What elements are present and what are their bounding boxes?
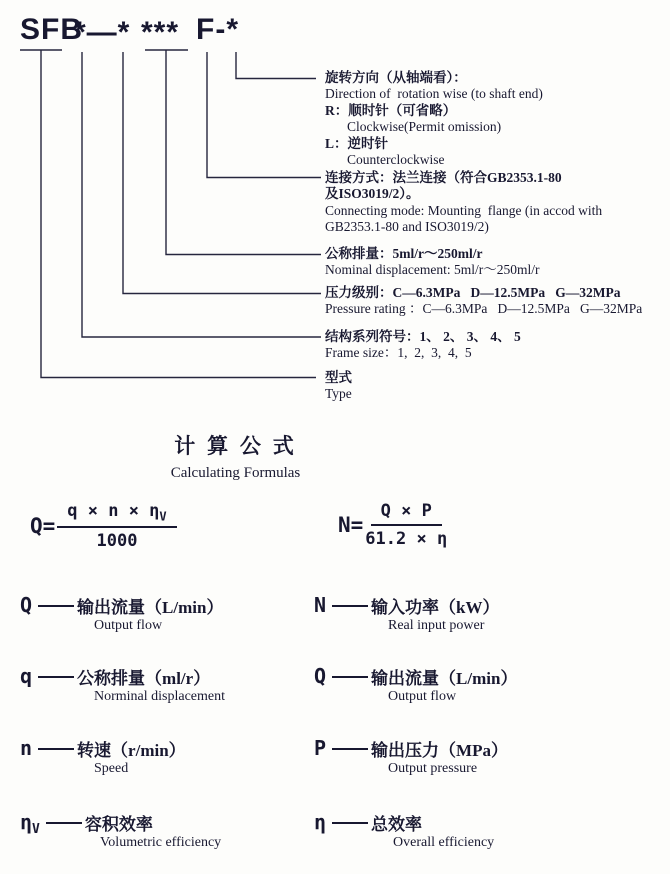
legend-item-overall-efficiency <box>314 810 494 851</box>
legend-item-output-flow-2 <box>314 664 517 705</box>
formula-output-flow <box>30 501 177 551</box>
legend-symbol: q <box>20 664 33 688</box>
legend-symbol: n <box>20 736 33 760</box>
callout-connection <box>325 170 602 236</box>
legend-term-zh: 公称排量（ml/r） <box>77 668 211 688</box>
legend-term-en: Real input power <box>388 618 485 633</box>
legend-term-en: Volumetric efficiency <box>100 835 222 850</box>
frame-zh: 结构系列符号：1、 2、 3、 4、 5 <box>325 329 521 344</box>
formula-n-denominator: 61.2 × η <box>365 529 448 549</box>
legend-dash <box>46 822 82 824</box>
legend-term-zh: 转速（r/min） <box>77 740 186 760</box>
legend-line <box>314 593 500 617</box>
model-code-drive-field: *—* <box>74 16 131 49</box>
leader-line-pressure <box>123 52 321 294</box>
leader-line-displacement <box>166 50 321 255</box>
legend-term-zh: 总效率 <box>371 814 423 834</box>
legend-symbol: P <box>314 736 327 760</box>
model-code-prefix: SFB <box>20 13 83 46</box>
legend-term-zh: 输出压力（MPa） <box>371 740 508 760</box>
formula-section-header <box>148 430 323 482</box>
legend-term-zh: 输出流量（L/min） <box>371 668 518 688</box>
connection-zh2: 及ISO3019/2）。 <box>325 186 420 202</box>
legend-symbol: Q <box>314 664 327 688</box>
formula-n-lhs: N= <box>338 513 364 537</box>
legend-item-volumetric-efficiency <box>20 810 221 851</box>
legend-item-speed <box>20 736 186 777</box>
legend-term-en: Speed <box>94 761 129 776</box>
legend-line <box>20 736 186 760</box>
legend-line <box>314 810 494 834</box>
legend-term-zh: 输入功率（kW） <box>371 597 500 617</box>
callout-rotation <box>325 70 543 168</box>
formula-n-numerator: Q × P <box>371 501 442 526</box>
connection-en2: GB2353.1-80 and ISO3019/2) <box>325 219 489 235</box>
formula-q-fraction <box>57 501 176 551</box>
legend-dash <box>332 605 368 607</box>
type-en: Type <box>325 386 352 402</box>
rotation-l-en: Counterclockwise <box>347 152 445 168</box>
legend-term-zh: 容积效率 <box>84 814 153 834</box>
formula-q-denominator: 1000 <box>96 531 138 552</box>
rotation-l-zh: L：逆时针 <box>325 135 389 151</box>
frame-en: Frame size：1, 2, 3, 4, 5 <box>325 345 472 361</box>
rotation-r-en: Clockwise(Permit omission) <box>347 119 502 135</box>
legend-line <box>20 593 223 617</box>
legend-symbol: N <box>314 593 327 617</box>
legend-dash <box>38 676 74 678</box>
legend-item-nominal-displacement <box>20 664 225 705</box>
callout-pressure <box>325 285 642 318</box>
legend-symbol: η <box>314 810 327 834</box>
model-code-displacement-field: *** <box>141 16 180 49</box>
legend-symbol: η <box>20 810 33 834</box>
formula-section-title-zh: 计 算 公 式 <box>174 435 297 458</box>
callout-displacement <box>325 246 539 279</box>
legend-symbol-subscript: V <box>32 822 40 837</box>
legend-term-en: Overall efficiency <box>393 835 495 850</box>
legend-dash <box>38 605 74 607</box>
formula-q-numerator-main: q × n × η <box>67 501 160 521</box>
legend-dash <box>332 676 368 678</box>
legend-line <box>20 664 225 688</box>
pressure-en: Pressure rating ：C—6.3MPa D—12.5MPa G—32MPa <box>325 301 643 317</box>
rotation-title-en: Direction of rotation wise (to shaft end) <box>325 86 543 102</box>
formula-input-power <box>338 501 447 549</box>
connection-zh1: 连接方式：法兰连接（符合GB2353.1-80 <box>325 170 562 185</box>
legend-dash <box>38 748 74 750</box>
legend-term-en: Output pressure <box>388 761 478 776</box>
legend-line <box>314 736 508 760</box>
displacement-zh: 公称排量：5ml/r～250ml/r <box>325 246 483 261</box>
legend-term-en: Output flow <box>388 689 457 704</box>
formula-q-numerator <box>57 501 176 528</box>
formula-n-fraction <box>365 501 447 549</box>
legend-term-zh: 输出流量（L/min） <box>77 597 224 617</box>
legend-item-output-flow <box>20 593 223 634</box>
model-code-mount-field: F-* <box>196 13 239 46</box>
formula-q-numerator-subscript: V <box>159 509 167 524</box>
leader-line-connection <box>207 52 321 178</box>
legend-item-output-pressure <box>314 736 508 777</box>
type-zh: 型式 <box>325 370 352 385</box>
legend-item-input-power <box>314 593 500 634</box>
legend-dash <box>332 748 368 750</box>
pressure-zh: 压力级别：C—6.3MPa D—12.5MPa G—32MPa <box>325 285 621 300</box>
callout-frame <box>325 329 521 362</box>
legend-term-en: Norminal displacement <box>94 689 226 704</box>
legend-line <box>20 810 221 837</box>
legend-symbol: Q <box>20 593 33 617</box>
callout-type <box>325 370 352 403</box>
formula-q-lhs: Q= <box>30 514 56 539</box>
displacement-en: Nominal displacement: 5ml/r～250ml/r <box>325 262 540 278</box>
connection-en1: Connecting mode: Mounting flange (in accod with <box>325 202 603 218</box>
leader-line-frame <box>82 52 321 337</box>
leader-line-rotation <box>236 52 316 79</box>
legend-term-en: Output flow <box>94 618 163 633</box>
legend-line <box>314 664 517 688</box>
formula-section-title-en: Calculating Formulas <box>170 465 301 481</box>
legend-dash <box>332 822 368 824</box>
rotation-r-zh: R：顺时针（可省略） <box>325 102 457 118</box>
rotation-title-zh: 旋转方向（从轴端看）： <box>325 70 467 85</box>
